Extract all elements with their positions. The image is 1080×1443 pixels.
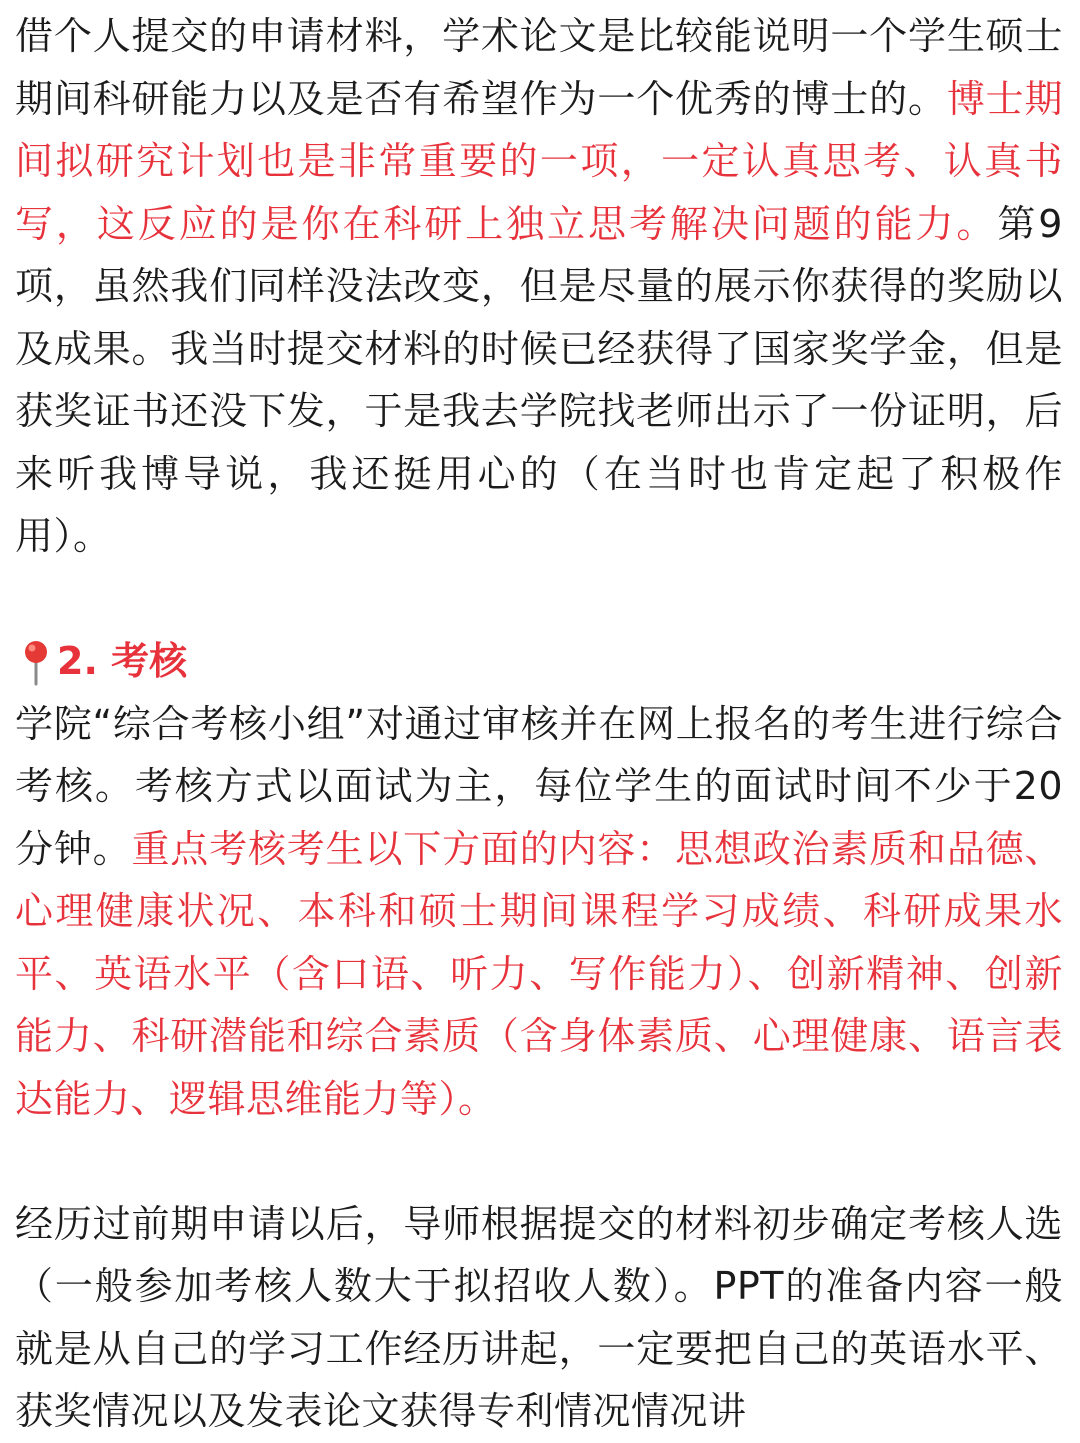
paragraph-application-materials bbox=[15, 5, 1063, 568]
paragraph-1-highlight: 博士期间拟研究计划也是非常重要的一项，一定认真思考、认真书写，这反应的是你在科研上独立思考解决问题的能力。 bbox=[15, 76, 1063, 246]
paragraph-2-highlight: 重点考核考生以下方面的内容：思想政治素质和品德、心理健康状况、本科和硕士期间课程学习成绩、科研成果水平、英语水平（含口语、听力、写作能力）、创新精神、创新能力、科研潜能和综合素质（含身体素质、心理健康、语言表达能力、逻辑思维能力等）。 bbox=[15, 826, 1063, 1121]
paragraph-ppt-preparation bbox=[15, 1193, 1063, 1443]
paragraph-1-text: 借个人提交的申请材料，学术论文是比较能说明一个学生硕士期间科研能力以及是否有希望作为一个优秀的博士的。 bbox=[15, 14, 1063, 121]
article-body bbox=[15, 5, 1063, 1443]
paragraph-2-text: 学院“综合考核小组”对通过审核并在网上报名的考生进行综合考核。考核方式以面试为主，每位学生的面试时间不少于20分钟。 bbox=[15, 701, 1063, 871]
paragraph-spacer bbox=[15, 1130, 1063, 1193]
section-title: 2. 考核 bbox=[57, 639, 188, 683]
paragraph-assessment-details bbox=[15, 693, 1063, 1131]
paragraph-3-text: 经历过前期申请以后，导师根据提交的材料初步确定考核人选（一般参加考核人数大于拟招收人数）。PPT的准备内容一般就是从自己的学习工作经历讲起，一定要把自己的英语水平、获奖情况以及发表论文获得专利情况情况讲 bbox=[15, 1201, 1063, 1433]
paragraph-1-text-continued: 第9项，虽然我们同样没法改变，但是尽量的展示你获得的奖励以及成果。我当时提交材料的时候已经获得了国家奖学金，但是获奖证书还没下发，于是我去学院找老师出示了一份证明，后来听我博导说，我还挺用心的（在当时也肯定起了积极作用）。 bbox=[15, 201, 1063, 558]
pushpin-icon bbox=[15, 636, 55, 686]
paragraph-spacer bbox=[15, 568, 1063, 631]
section-heading-assessment bbox=[15, 630, 1063, 693]
